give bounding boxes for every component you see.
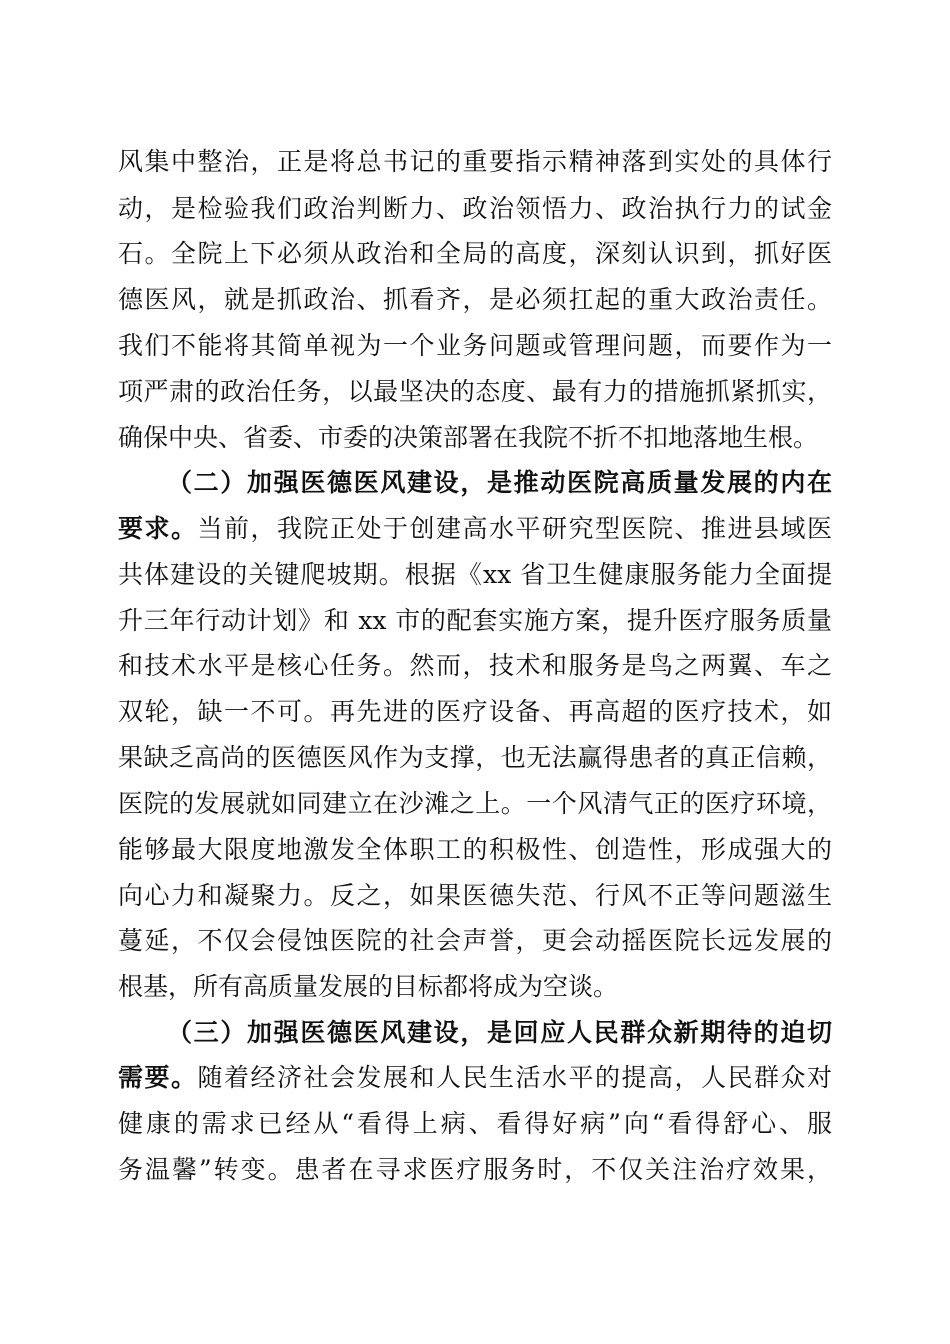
body-line: 医院的发展就如同建立在沙滩之上。一个风清气正的医疗环境， (118, 789, 832, 818)
body-line: 确保中央、省委、市委的决策部署在我院不折不扣地落地生根。 (118, 423, 819, 452)
body-line: 能够最大限度地激发全体职工的积极性、创造性，形成强大的 (118, 835, 832, 864)
section-heading-end: 要求。 (118, 514, 198, 543)
body-line: 动，是检验我们政治判断力、政治领悟力、政治执行力的试金 (118, 194, 832, 223)
body-line (118, 509, 832, 549)
body-text: 随着经济社会发展和人民生活水平的提高，人民群众对 (197, 1063, 832, 1092)
body-line: 健康的需求已经从“看得上病、看得好病”向“看得舒心、服 (118, 1109, 832, 1138)
body-line: 蔓延，不仅会侵蚀医院的社会声誉，更会动摇医院长远发展的 (118, 926, 832, 955)
body-line: 共体建设的关键爬坡期。根据《xx 省卫生健康服务能力全面提 (118, 560, 832, 589)
body-line: 我们不能将其简单视为一个业务问题或管理问题，而要作为一 (118, 331, 832, 360)
body-line: 德医风，就是抓政治、抓看齐，是必须扛起的重大政治责任。 (118, 285, 832, 314)
body-text: 当前，我院正处于创建高水平研究型医院、推进县域医 (197, 514, 832, 543)
body-line: 务温馨”转变。患者在寻求医疗服务时，不仅关注治疗效果， (118, 1155, 832, 1184)
body-line: 果缺乏高尚的医德医风作为支撑，也无法赢得患者的真正信赖， (118, 743, 832, 772)
body-line: 和技术水平是核心任务。然而，技术和服务是鸟之两翼、车之 (118, 651, 832, 680)
body-line: 项严肃的政治任务，以最坚决的态度、最有力的措施抓紧抓实， (118, 377, 832, 406)
body-line: 风集中整治，正是将总书记的重要指示精神落到实处的具体行 (118, 147, 832, 176)
body-line: 双轮，缺一不可。再先进的医疗设备、再高超的医疗技术，如 (118, 697, 832, 726)
body-line: 向心力和凝聚力。反之，如果医德失范、行风不正等问题滋生 (118, 881, 832, 910)
body-line: 升三年行动计划》和 xx 市的配套实施方案，提升医疗服务质量 (118, 606, 832, 635)
body-line: 石。全院上下必须从政治和全局的高度，深刻认识到，抓好医 (118, 239, 832, 268)
body-line: 根基，所有高质量发展的目标都将成为空谈。 (118, 972, 619, 1001)
section-heading: （二）加强医德医风建设，是推动医院高质量发展的内在 (167, 468, 832, 497)
body-line (118, 1058, 832, 1098)
section-heading-end: 需要。 (118, 1063, 198, 1092)
section-heading: （三）加强医德医风建设，是回应人民群众新期待的迫切 (167, 1018, 832, 1047)
